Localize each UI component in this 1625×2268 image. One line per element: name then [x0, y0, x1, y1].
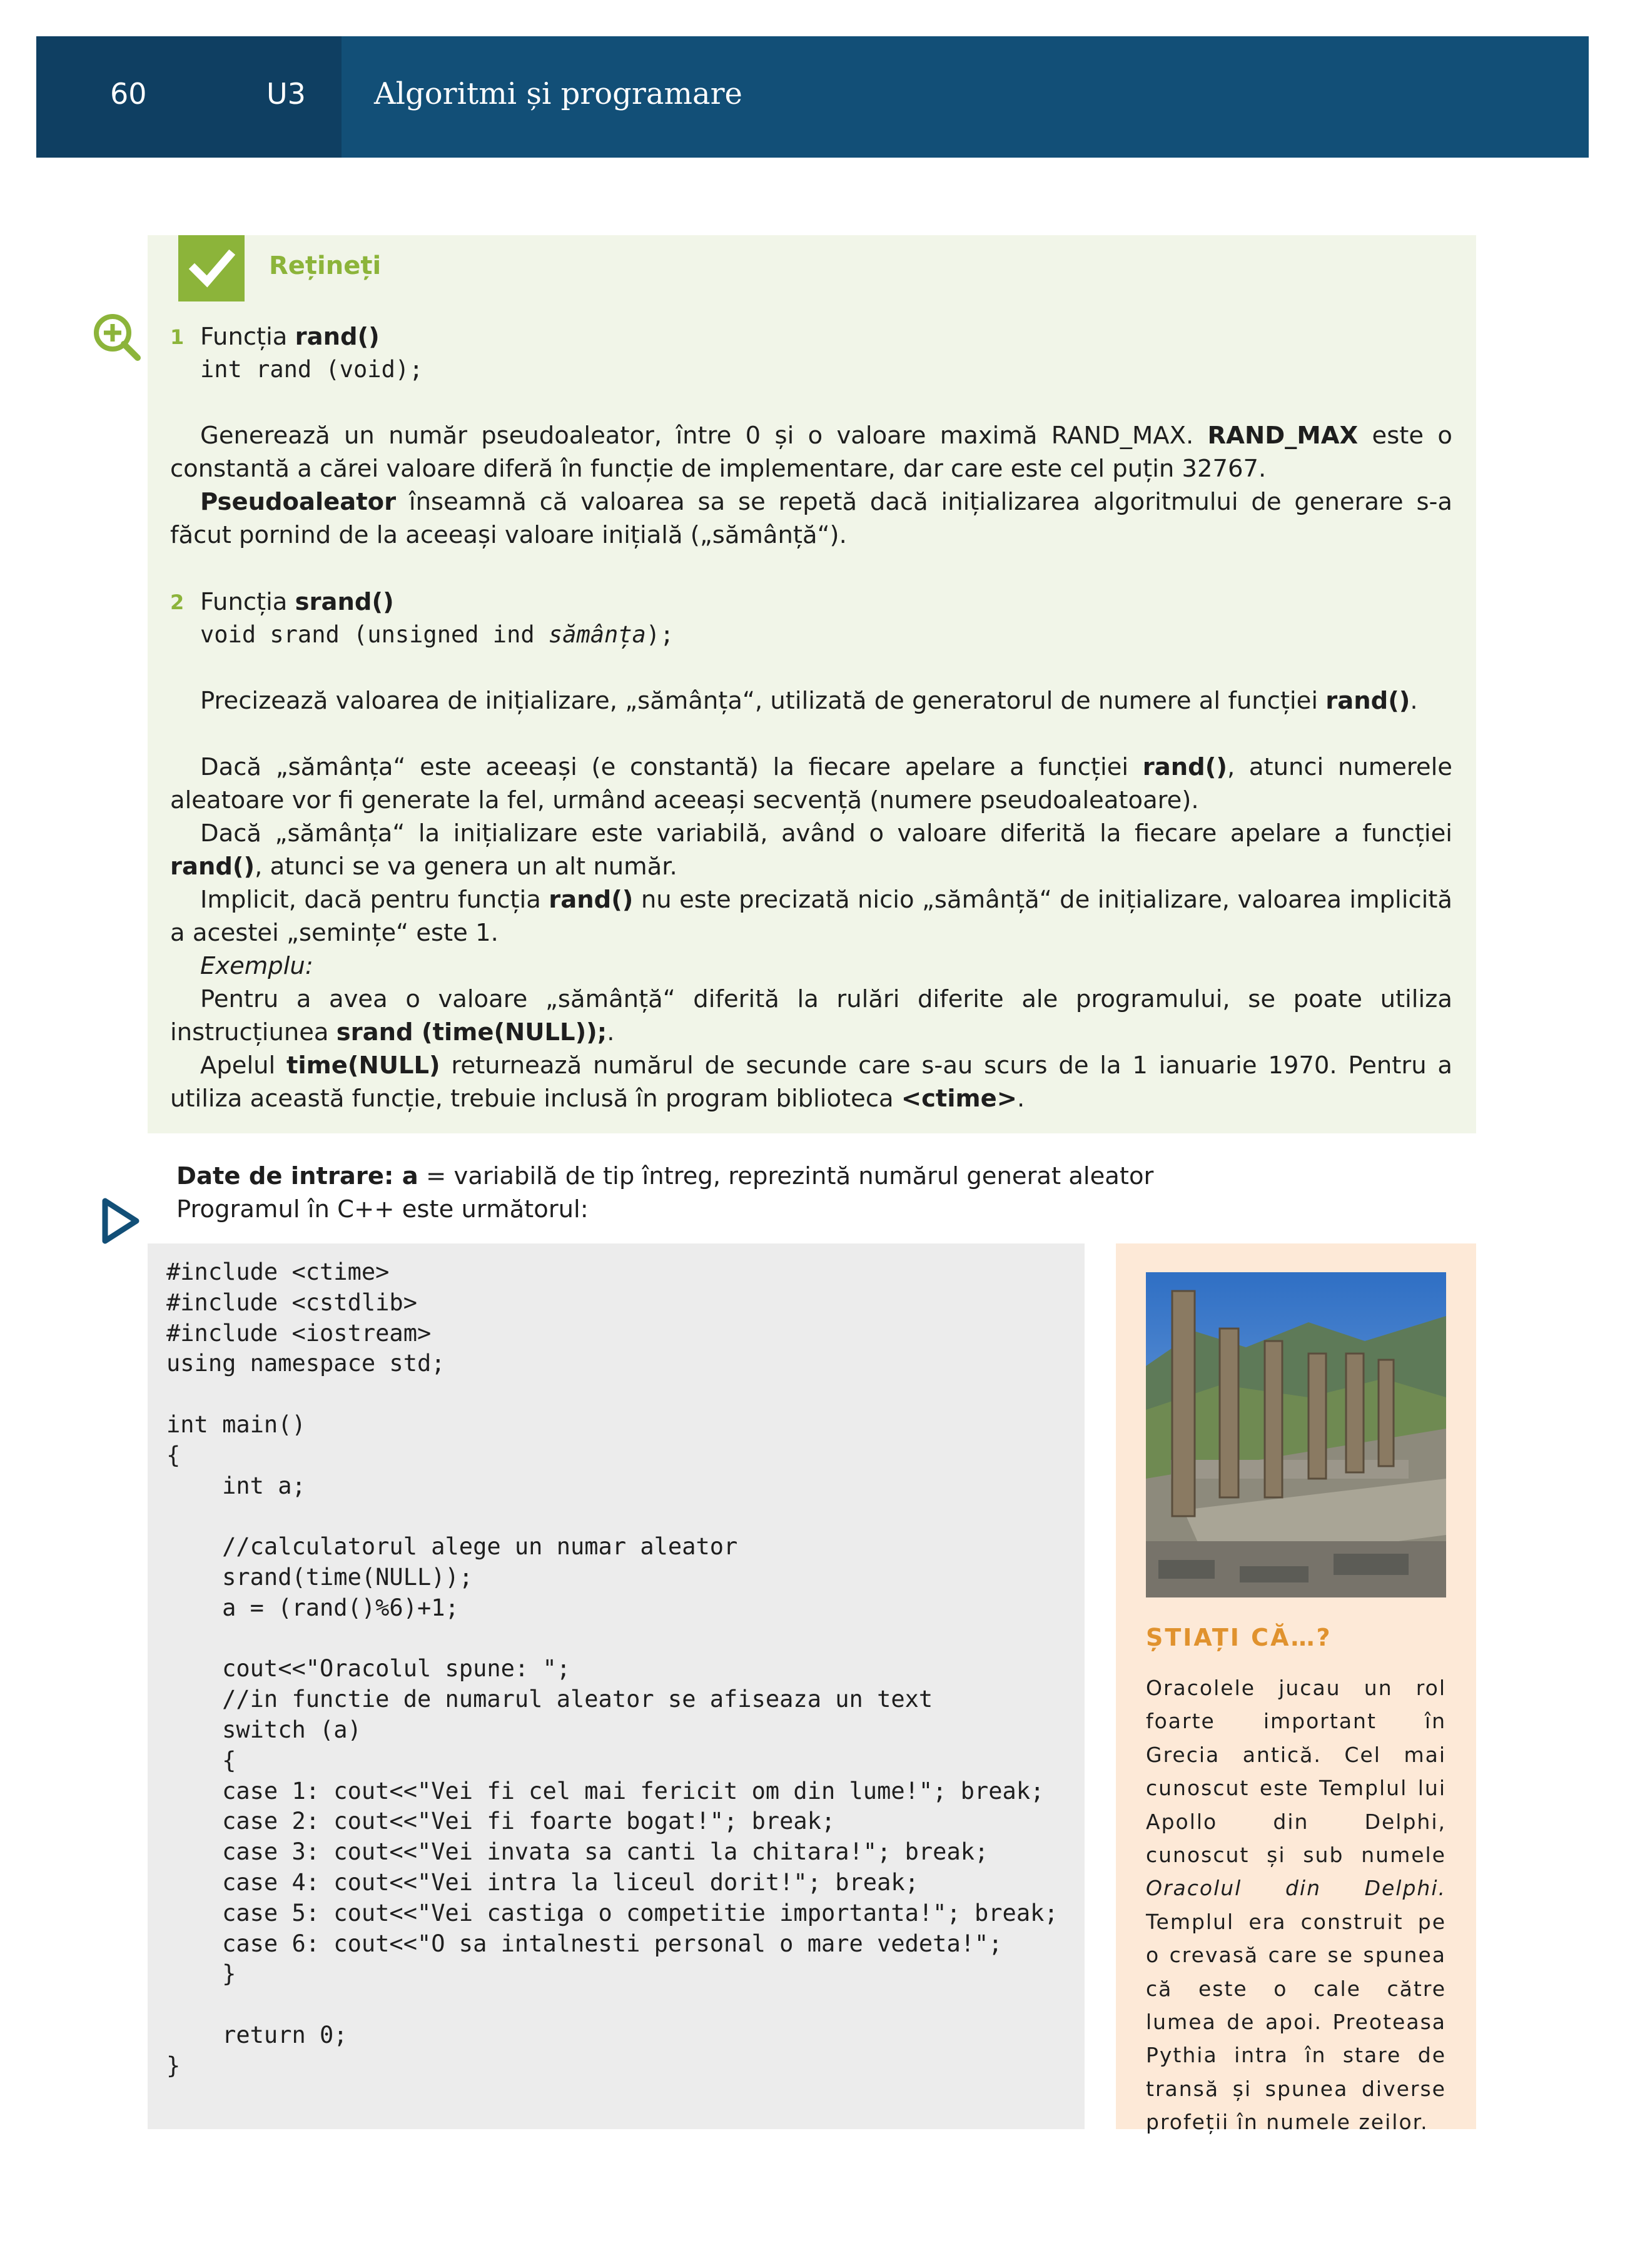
item2-function-name: srand() [295, 588, 394, 616]
input-description-text: = variabilă de tip întreg, reprezintă numărul generat aleator [418, 1162, 1154, 1190]
page-number: 60 [110, 77, 147, 111]
code-block [148, 1243, 1085, 2129]
item2-p2-bold: rand() [1142, 753, 1227, 781]
item2-signature-italic: sămânța [548, 621, 646, 648]
item1-p2-bold: Pseudoaleator [200, 488, 397, 516]
item-number-1: 1 [170, 325, 185, 349]
item2-paragraph-2 [170, 751, 1452, 817]
temple-photo [1146, 1272, 1446, 1597]
example-label [200, 949, 1482, 983]
item2-p1-text-b: . [1410, 687, 1418, 715]
item2-p1-bold: rand() [1325, 687, 1410, 715]
play-icon [100, 1196, 141, 1246]
item1-p2-text: înseamnă că valoarea sa se repetă dacă inițializarea algoritmului de generare s-a făcut pornind de la aceeași valoare inițială („sămânță“). [170, 488, 1452, 549]
item2-p2-text-b: , atunci numerele aleatoare vor fi generate la fel, urmând aceeași secvență (numere pseudoaleatoare). [170, 753, 1452, 814]
item2-paragraph-1 [170, 684, 1452, 717]
item2-p1-text-a: Precizează valoarea de inițializare, „sămânța“, utilizată de generatorul de numere al funcției [200, 687, 1326, 715]
item2-p6-bold: time(NULL) [286, 1051, 440, 1080]
program-intro: Programul în C++ este următorul: [176, 1195, 589, 1223]
item2-p6-text-c: . [1017, 1085, 1025, 1113]
item2-p3-bold: rand() [170, 853, 255, 881]
item2-p5-bold: srand (time(NULL)); [336, 1018, 607, 1046]
item1-p1-text-a: Generează un număr pseudoaleator, între 0 și o valoare maximă RAND_MAX. [200, 422, 1208, 450]
item-number-2: 2 [170, 590, 185, 614]
item2-paragraph-6 [170, 1049, 1452, 1115]
code-listing: #include <ctime> #include <cstdlib> #include <iostream> using namespace std; int main() { int a; //calculatorul alege un numar aleator srand(time(NULL)); a = (rand()%6)+1; cout<<"Oracolul spune: "; //in functie de numarul aleator se afiseaza un text switch (a) { case 1: cout<<"Vei fi cel mai fericit om din lume!"; break; case 2: cout<<"Vei fi foarte bogat!"; break; case 3: cout<<"Vei invata sa canti la chitara!"; break; case 4: cout<<"Vei intra la liceul dorit!"; break; case 5: cout<<"Vei castiga o competitie importanta!"; break; case 6: cout<<"O sa intalnesti personal o mare vedeta!"; } return 0; } [166, 1258, 1058, 2079]
item1-p1-text-b: este o constantă a cărei valoare diferă în funcție de implementare, dar care este cel puțin 32767. [170, 422, 1452, 483]
item2-p3-text-a: Dacă „sămânța“ la inițializare este variabilă, având o valoare diferită la fiecare apelare a funcției [200, 819, 1452, 848]
item2-signature [200, 618, 674, 651]
item1-p1-bold: RAND_MAX [1207, 422, 1359, 450]
item1-signature: int rand (void); [200, 356, 423, 383]
input-label: Date de intrare: [176, 1162, 394, 1190]
item1-heading-prefix: Funcția [200, 323, 295, 351]
sidebar-title: ȘTIAȚI CĂ…? [1146, 1624, 1332, 1651]
item2-p4-text-a: Implicit, dacă pentru funcția [200, 886, 549, 914]
item1-paragraph-1 [170, 419, 1452, 485]
item2-p5-text-b: . [607, 1018, 615, 1046]
item1-function-name: rand() [295, 323, 380, 351]
item2-signature-a: void srand (unsigned ind [200, 621, 549, 648]
page-header [36, 36, 1589, 158]
item1-paragraph-2 [170, 485, 1452, 552]
item2-paragraph-4 [170, 883, 1452, 949]
item2-p6-text-b: returnează numărul de secunde care s-au scurs de la 1 ianuarie 1970. Pentru a utiliza această funcție, trebuie inclusă în program biblioteca [170, 1051, 1452, 1113]
unit-label: U3 [266, 77, 306, 111]
checkmark-icon [178, 235, 245, 301]
sidebar-text-b: Templul era construit pe o crevasă care se spunea că este o cale către lumea de apoi. Preoteasa Pythia intra în stare de transă și spunea diverse profeții în numele zeilor. [1146, 1909, 1446, 2135]
sidebar-text [1146, 1671, 1446, 2139]
input-description [176, 1160, 1459, 1193]
item2-p4-text-b: nu este precizată nicio „sămânță“ de inițializare, valoarea implicită a acestei „semințe“ este 1. [170, 886, 1452, 947]
sidebar-text-italic: Oracolul din Delphi. [1146, 1876, 1446, 1901]
chapter-title: Algoritmi și programare [374, 76, 742, 111]
item1-heading [200, 320, 1482, 353]
item2-heading-prefix: Funcția [200, 588, 295, 616]
item2-p5-text-a: Pentru a avea o valoare „sămânță“ diferită la rulări diferite ale programului, se poate utiliza instrucțiunea [170, 985, 1452, 1046]
item2-paragraph-5 [170, 983, 1452, 1049]
zoom-in-icon [91, 311, 141, 362]
item2-p6-bold-2: <ctime> [901, 1085, 1017, 1113]
sidebar-text-a: Oracolele jucau un rol foarte important în Grecia antică. Cel mai cunoscut este Templul lui Apollo din Delphi, cunoscut și sub numele [1146, 1676, 1446, 1868]
input-variable: a [393, 1162, 418, 1190]
item2-heading [200, 585, 1482, 619]
item2-p3-text-b: , atunci se va genera un alt număr. [255, 853, 677, 881]
item2-signature-b: ); [645, 621, 674, 648]
item2-paragraph-3 [170, 817, 1452, 883]
item2-p2-text-a: Dacă „sămânța“ este aceeași (e constantă) la fiecare apelare a funcției [200, 753, 1143, 781]
retineti-title: Rețineți [269, 251, 382, 280]
item2-p4-bold: rand() [549, 886, 634, 914]
example-label-text: Exemplu: [200, 952, 313, 980]
item2-p6-text-a: Apelul [200, 1051, 287, 1080]
